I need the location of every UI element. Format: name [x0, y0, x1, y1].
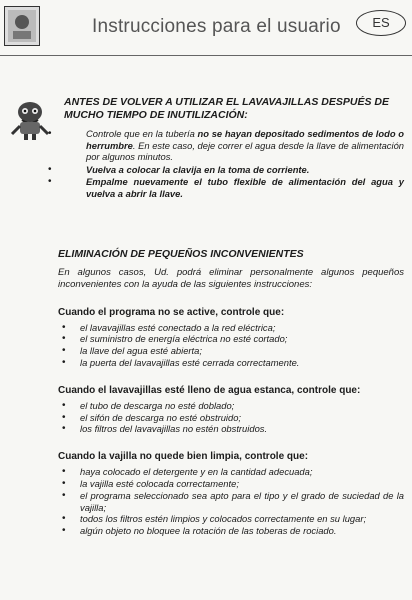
intro-block: [48, 96, 405, 201]
troubleshooting-section: [58, 248, 404, 537]
list-item: • el tubo de descarga no esté doblado;: [62, 399, 235, 411]
list-item: • el lavavajillas esté conectado a la red eléctrica;: [62, 321, 276, 333]
bullet-icon: •: [62, 525, 66, 537]
page-header: [0, 0, 412, 56]
subsection-list: [58, 322, 404, 369]
list-item: • Empalme nuevamente el tubo flexible de alimentación del agua y vuelva a abrir la llave.: [48, 176, 404, 199]
subsection-heading: Cuando el programa no se active, controle que:: [58, 306, 285, 318]
list-item: • haya colocado el detergente y en la cantidad adecuada;: [62, 466, 313, 478]
list-item: • algún objeto no bloquee la rotación de las toberas de rociado.: [62, 525, 337, 537]
list-item: • los filtros del lavavajillas no estén obstruidos.: [62, 423, 268, 435]
brand-logo-icon: [4, 6, 40, 46]
subsection-list: [58, 466, 404, 537]
list-item: • el sifón de descarga no esté obstruido;: [62, 411, 242, 423]
subsection-list: [58, 400, 404, 435]
list-item: • la llave del agua esté abierta;: [62, 345, 202, 357]
bullet-icon: •: [48, 128, 52, 139]
bullet-icon: •: [62, 411, 66, 423]
bullet-icon: •: [62, 356, 66, 368]
bullet-icon: •: [62, 513, 66, 525]
list-item: • Controle que en la tubería no se hayan depositado sedimentos de lodo o herrumbre. En este caso, deje correr el agua desde la llave de alimentación por algunos minutos.: [48, 128, 405, 163]
list-item: • el suministro de energía eléctrica no esté cortado;: [62, 333, 288, 345]
list-item: • la puerta del lavavajillas esté cerrada correctamente.: [62, 356, 300, 368]
bullet-icon: •: [48, 163, 52, 175]
header-divider: [0, 55, 412, 56]
intro-heading: ANTES DE VOLVER A UTILIZAR EL LAVAVAJILLAS DESPUÉS DE MUCHO TIEMPO DE INUTILIZACIÓN:: [64, 96, 389, 121]
list-item: • Vuelva a colocar la clavija en la toma de corriente.: [48, 163, 310, 175]
intro-bullets: [48, 128, 405, 200]
language-badge: ES: [356, 10, 406, 36]
bullet-icon: •: [62, 489, 66, 501]
bullet-icon: •: [62, 399, 66, 411]
bullet-icon: •: [62, 321, 66, 333]
bullet-icon: •: [62, 333, 66, 345]
bullet-icon: •: [62, 466, 66, 478]
subsection-heading: Cuando la vajilla no quede bien limpia, controle que:: [58, 451, 309, 463]
list-item: • el programa seleccionado sea apto para el tipo y el grado de suciedad de la vajilla;: [62, 489, 404, 513]
bullet-icon: •: [62, 345, 66, 357]
bullet-icon: •: [48, 176, 52, 188]
section-intro: En algunos casos, Ud. podrá eliminar personalmente algunos pequeños inconvenientes con la ayuda de las siguientes instrucciones:: [58, 267, 404, 290]
subsection-heading: Cuando el lavavajillas esté lleno de agua estanca, controle que:: [58, 384, 361, 396]
page-title: Instrucciones para el usuario: [92, 16, 341, 37]
bullet-icon: •: [62, 477, 66, 489]
list-item: • la vajilla esté colocada correctamente;: [62, 477, 239, 489]
bullet-icon: •: [62, 423, 66, 435]
list-item: • todos los filtros estén limpios y colocados correctamente en su lugar;: [62, 513, 367, 525]
section-title: ELIMINACIÓN DE PEQUEÑOS INCONVENIENTES: [58, 248, 304, 260]
